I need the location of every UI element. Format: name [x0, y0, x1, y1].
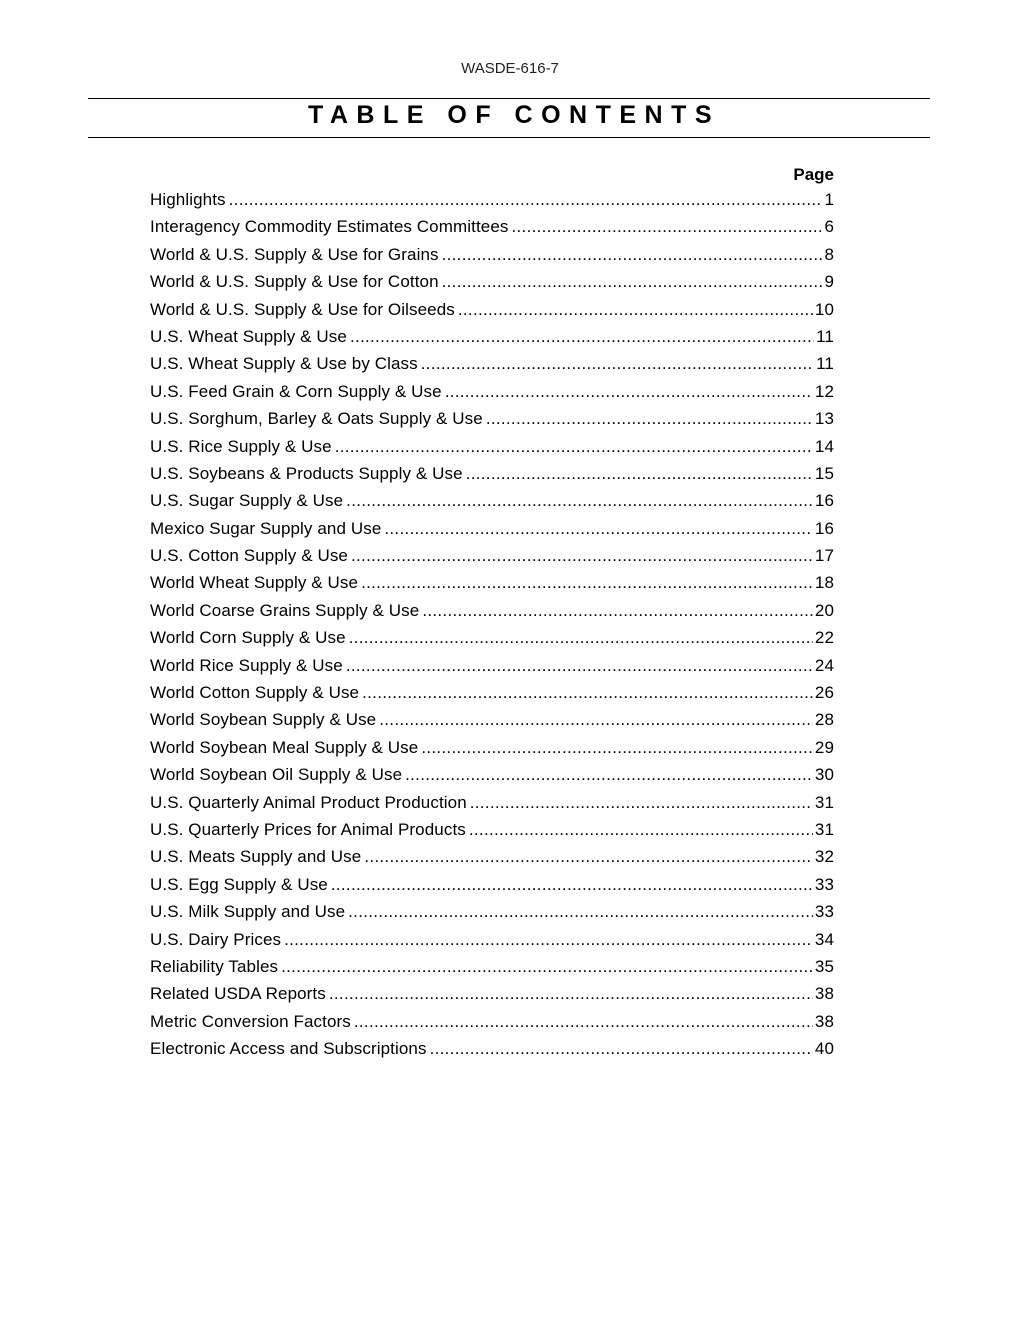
toc-leader-dots — [384, 519, 813, 539]
toc-entry-label: U.S. Dairy Prices — [150, 929, 282, 949]
toc-entry-page: 24 — [814, 655, 834, 675]
toc-entry-page: 17 — [814, 546, 834, 566]
toc-entry-page: 6 — [824, 217, 834, 237]
toc-entry[interactable] — [150, 573, 834, 600]
toc-entry-page: 9 — [824, 272, 834, 292]
toc-entry-page: 30 — [814, 765, 834, 785]
toc-entry[interactable] — [150, 409, 834, 436]
toc-entry-label: World Coarse Grains Supply & Use — [150, 600, 420, 620]
toc-entry[interactable] — [150, 628, 834, 655]
toc-entry-label: World & U.S. Supply & Use for Oilseeds — [150, 299, 455, 319]
toc-entry-label: U.S. Wheat Supply & Use by Class — [150, 354, 418, 374]
toc-leader-dots — [405, 765, 813, 785]
toc-entry-page: 14 — [814, 436, 834, 456]
toc-entry-label: U.S. Cotton Supply & Use — [150, 546, 348, 566]
toc-entry-label: World Soybean Meal Supply & Use — [150, 737, 419, 757]
toc-entry-page: 33 — [814, 874, 834, 894]
toc-entry-label: Reliability Tables — [150, 956, 279, 976]
toc-entry-label: U.S. Quarterly Animal Product Production — [150, 792, 467, 812]
toc-entry[interactable] — [150, 464, 834, 491]
table-of-contents — [150, 190, 834, 1067]
toc-entry-page: 13 — [814, 409, 834, 429]
toc-leader-dots — [335, 437, 813, 457]
toc-entry[interactable] — [150, 902, 834, 929]
toc-leader-dots — [512, 217, 823, 237]
toc-entry[interactable] — [150, 683, 834, 710]
toc-entry-label: World Cotton Supply & Use — [150, 683, 360, 703]
toc-entry[interactable] — [150, 190, 834, 217]
toc-entry[interactable] — [150, 847, 834, 874]
toc-entry-page: 11 — [816, 326, 834, 346]
toc-entry-label: U.S. Rice Supply & Use — [150, 436, 332, 456]
toc-entry-page: 34 — [814, 929, 834, 949]
toc-leader-dots — [361, 573, 813, 593]
toc-leader-dots — [442, 245, 823, 265]
toc-leader-dots — [348, 902, 813, 922]
toc-entry-page: 31 — [814, 819, 834, 839]
toc-leader-dots — [364, 847, 813, 867]
toc-entry-label: U.S. Sorghum, Barley & Oats Supply & Use — [150, 409, 483, 429]
toc-entry-page: 10 — [814, 299, 834, 319]
toc-entry-page: 12 — [814, 381, 834, 401]
toc-entry[interactable] — [150, 1039, 834, 1066]
toc-entry[interactable] — [150, 957, 834, 984]
toc-entry[interactable] — [150, 437, 834, 464]
toc-entry[interactable] — [150, 601, 834, 628]
toc-leader-dots — [281, 957, 813, 977]
page-title: TABLE OF CONTENTS — [307, 101, 721, 129]
toc-entry-label: World & U.S. Supply & Use for Grains — [150, 244, 439, 264]
toc-leader-dots — [422, 601, 813, 621]
toc-entry-label: World Soybean Oil Supply & Use — [150, 765, 403, 785]
toc-entry-label: U.S. Soybeans & Products Supply & Use — [150, 463, 463, 483]
toc-entry-page: 26 — [814, 683, 834, 703]
toc-leader-dots — [346, 491, 813, 511]
toc-entry-page: 35 — [814, 956, 834, 976]
toc-entry-page: 28 — [814, 710, 834, 730]
toc-entry[interactable] — [150, 272, 834, 299]
toc-entry[interactable] — [150, 984, 834, 1011]
toc-entry[interactable] — [150, 519, 834, 546]
toc-leader-dots — [470, 793, 813, 813]
toc-entry-label: U.S. Meats Supply and Use — [150, 847, 362, 867]
toc-entry-page: 40 — [814, 1039, 834, 1059]
title-bottom-rule — [88, 137, 930, 138]
toc-leader-dots — [346, 656, 813, 676]
toc-leader-dots — [421, 738, 813, 758]
toc-entry-label: Metric Conversion Factors — [150, 1011, 351, 1031]
toc-entry[interactable] — [150, 738, 834, 765]
toc-entry[interactable] — [150, 656, 834, 683]
toc-leader-dots — [458, 300, 813, 320]
toc-entry-page: 38 — [814, 984, 834, 1004]
toc-entry-page: 38 — [814, 1011, 834, 1031]
toc-entry[interactable] — [150, 875, 834, 902]
toc-entry-label: World Rice Supply & Use — [150, 655, 343, 675]
toc-entry-page: 20 — [814, 600, 834, 620]
toc-entry-label: World & U.S. Supply & Use for Cotton — [150, 272, 439, 292]
toc-entry-page: 16 — [814, 518, 834, 538]
toc-entry-label: U.S. Wheat Supply & Use — [150, 326, 347, 346]
toc-leader-dots — [229, 190, 823, 210]
toc-leader-dots — [284, 930, 813, 950]
toc-leader-dots — [350, 327, 814, 347]
toc-leader-dots — [421, 354, 814, 374]
toc-entry[interactable] — [150, 765, 834, 792]
toc-entry-label: World Corn Supply & Use — [150, 628, 346, 648]
document-id: WASDE-616-7 — [461, 60, 559, 77]
toc-entry-page: 22 — [814, 628, 834, 648]
toc-entry[interactable] — [150, 491, 834, 518]
toc-entry[interactable] — [150, 354, 834, 381]
toc-leader-dots — [351, 546, 813, 566]
toc-entry[interactable] — [150, 300, 834, 327]
toc-leader-dots — [442, 272, 823, 292]
toc-entry[interactable] — [150, 1012, 834, 1039]
toc-entry-page: 8 — [824, 244, 834, 264]
toc-entry-page: 29 — [814, 737, 834, 757]
toc-entry[interactable] — [150, 217, 834, 244]
toc-entry-page: 16 — [814, 491, 834, 511]
toc-entry-label: World Wheat Supply & Use — [150, 573, 359, 593]
toc-entry-label: U.S. Egg Supply & Use — [150, 874, 328, 894]
toc-entry[interactable] — [150, 245, 834, 272]
toc-entry-label: U.S. Sugar Supply & Use — [150, 491, 344, 511]
toc-entry-label: U.S. Milk Supply and Use — [150, 902, 346, 922]
toc-entry-label: Highlights — [150, 190, 226, 209]
toc-leader-dots — [362, 683, 813, 703]
toc-leader-dots — [486, 409, 813, 429]
toc-leader-dots — [469, 820, 813, 840]
toc-entry-label: Interagency Commodity Estimates Committees — [150, 217, 509, 237]
toc-entry-label: Electronic Access and Subscriptions — [150, 1039, 427, 1059]
toc-entry[interactable] — [150, 793, 834, 820]
toc-entry-label: Related USDA Reports — [150, 984, 326, 1004]
toc-leader-dots — [354, 1012, 813, 1032]
toc-entry-label: Mexico Sugar Supply and Use — [150, 518, 382, 538]
toc-entry-page: 15 — [814, 463, 834, 483]
toc-entry[interactable] — [150, 546, 834, 573]
toc-entry-label: World Soybean Supply & Use — [150, 710, 377, 730]
toc-entry[interactable] — [150, 327, 834, 354]
toc-entry[interactable] — [150, 820, 834, 847]
toc-leader-dots — [445, 382, 813, 402]
toc-entry-page: 32 — [814, 847, 834, 867]
toc-entry-page: 11 — [816, 354, 834, 374]
toc-leader-dots — [430, 1039, 813, 1059]
toc-leader-dots — [466, 464, 813, 484]
toc-leader-dots — [331, 875, 813, 895]
page-column-header: Page — [793, 165, 834, 184]
toc-leader-dots — [349, 628, 813, 648]
toc-entry[interactable] — [150, 710, 834, 737]
toc-leader-dots — [379, 710, 813, 730]
toc-entry-page: 18 — [814, 573, 834, 593]
toc-entry-label: U.S. Quarterly Prices for Animal Products — [150, 819, 466, 839]
toc-entry[interactable] — [150, 382, 834, 409]
toc-entry[interactable] — [150, 930, 834, 957]
toc-entry-page: 33 — [814, 902, 834, 922]
toc-leader-dots — [329, 984, 813, 1004]
toc-entry-page: 31 — [814, 792, 834, 812]
toc-entry-label: U.S. Feed Grain & Corn Supply & Use — [150, 381, 442, 401]
toc-entry-page: 1 — [824, 190, 834, 209]
